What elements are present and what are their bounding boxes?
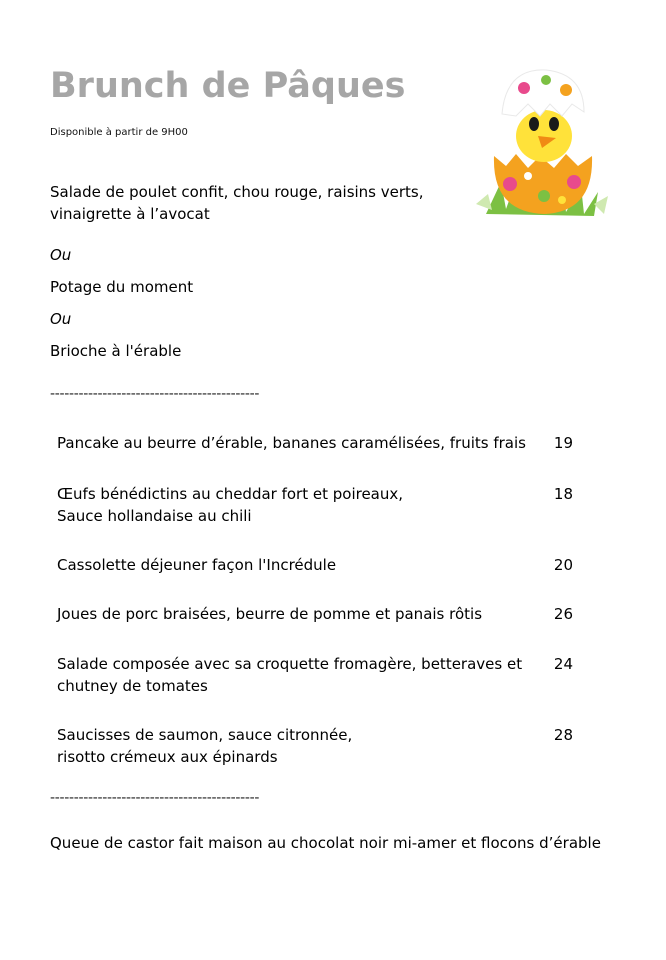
easter-chick-egg-icon — [466, 64, 618, 222]
dish-item — [57, 432, 577, 454]
dish-price: 18 — [553, 485, 573, 503]
dish-name: Joues de porc braisées, beurre de pomme et panais rôtis — [57, 605, 483, 623]
starter-brioche: Brioche à l'érable — [50, 342, 182, 360]
menu-title: Brunch de Pâques — [50, 66, 406, 106]
starter-salad — [50, 181, 424, 225]
dish-price: 20 — [553, 556, 573, 574]
dish-price: 19 — [553, 434, 573, 452]
separator: -------------------------------------------- — [50, 386, 260, 402]
dish-item — [57, 653, 577, 697]
or-label: Ou — [50, 246, 72, 264]
dish-name-line-2: Sauce hollandaise au chili — [57, 507, 252, 525]
separator: -------------------------------------------- — [50, 790, 260, 806]
dish-name-line-2: risotto crémeux aux épinards — [57, 748, 278, 766]
dish-name: Pancake au beurre d’érable, bananes caramélisées, fruits frais — [57, 434, 526, 452]
dish-name: Œufs bénédictins au cheddar fort et poireaux, — [57, 485, 404, 503]
dish-item — [57, 483, 577, 527]
dish-price: 28 — [553, 726, 573, 744]
dish-name-line-2: chutney de tomates — [57, 677, 208, 695]
dish-price: 26 — [553, 605, 573, 623]
dish-item — [57, 724, 577, 768]
starter-salad-line-1: Salade de poulet confit, chou rouge, raisins verts, — [50, 183, 424, 201]
dish-item — [57, 603, 577, 625]
availability-note: Disponible à partir de 9H00 — [50, 127, 188, 138]
dessert-item: Queue de castor fait maison au chocolat noir mi-amer et flocons d’érable — [50, 834, 601, 852]
starter-soup: Potage du moment — [50, 278, 194, 296]
dish-name: Saucisses de saumon, sauce citronnée, — [57, 726, 353, 744]
dish-price: 24 — [553, 655, 573, 673]
dish-item — [57, 554, 577, 576]
or-label: Ou — [50, 310, 72, 328]
starter-salad-line-2: vinaigrette à l’avocat — [50, 205, 210, 223]
dish-name: Cassolette déjeuner façon l'Incrédule — [57, 556, 337, 574]
dish-name: Salade composée avec sa croquette fromagère, betteraves et — [57, 655, 523, 673]
